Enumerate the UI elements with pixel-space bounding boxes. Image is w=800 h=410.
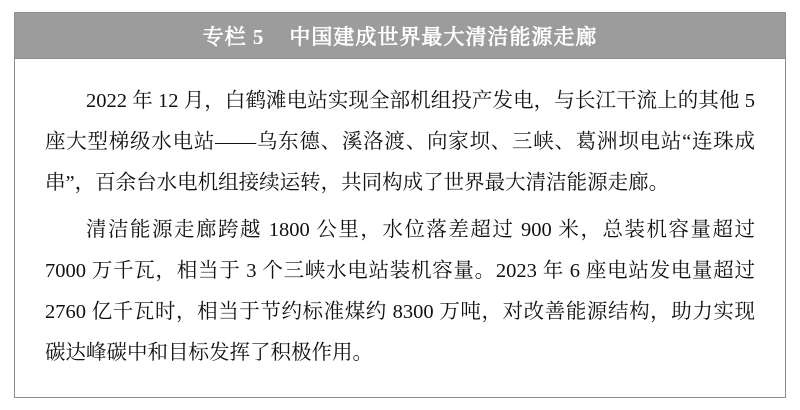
- callout-box-title: 专栏 5 中国建成世界最大清洁能源走廊: [202, 24, 598, 49]
- paragraph-1: 2022 年 12 月，白鹤滩电站实现全部机组投产发电，与长江干流上的其他 5 座大型梯级水电站——乌东德、溪洛渡、向家坝、三峡、葛洲坝电站“连珠成串”，百余台水电机组接续运转，共同构成了世界最大清洁能源走廊。: [45, 90, 755, 194]
- callout-box-header: [15, 13, 785, 59]
- paragraph-2: 清洁能源走廊跨越 1800 公里，水位落差超过 900 米，总装机容量超过 7000 万千瓦，相当于 3 个三峡水电站装机容量。2023 年 6 座电站发电量超过 2760 亿千瓦时，相当于节约标准煤约 8300 万吨，对改善能源结构，助力实现碳达峰碳中和目标发挥了积极作用。: [45, 219, 755, 364]
- callout-box: [14, 12, 786, 398]
- callout-box-body: [15, 59, 785, 384]
